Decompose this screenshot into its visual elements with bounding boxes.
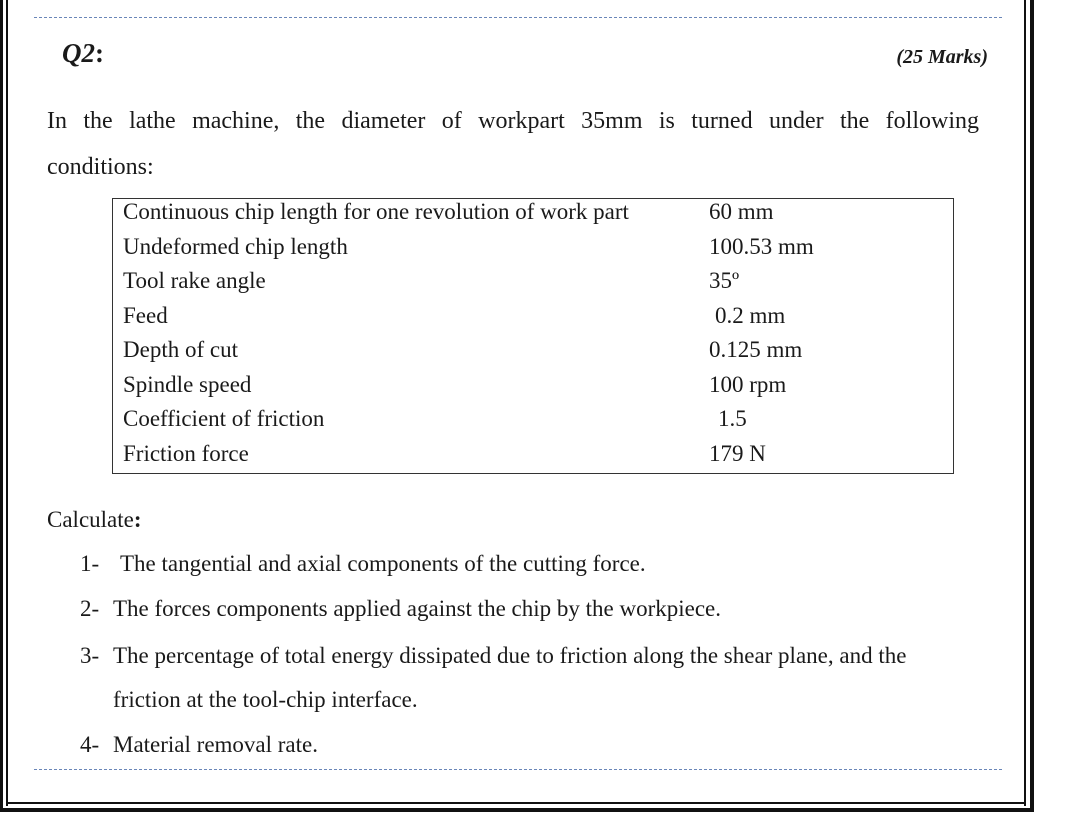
condition-label: Coefficient of friction [123, 406, 325, 431]
task-text: The forces components applied against the chip by the workpiece. [113, 596, 722, 621]
condition-value: 0.2 mm [715, 303, 786, 328]
question-marks: (25 Marks) [896, 46, 988, 68]
condition-value: 100.53 mm [709, 234, 814, 259]
table-row [113, 234, 953, 268]
task-number: 3- [80, 643, 100, 668]
section-divider-top [34, 17, 1002, 18]
frame-border [6, 0, 8, 806]
calculate-colon: : [133, 507, 142, 532]
question-title [62, 38, 104, 69]
frame-border [1024, 0, 1026, 806]
table-row [113, 268, 953, 302]
table-row [113, 406, 953, 440]
calculate-label: Calculate [47, 507, 134, 532]
condition-label: Feed [123, 303, 168, 328]
task-number: 2- [80, 596, 100, 621]
table-row [113, 372, 953, 406]
frame-border [0, 808, 1034, 812]
conditions-table [112, 198, 954, 474]
condition-label: Friction force [123, 441, 249, 466]
frame-border [1030, 0, 1034, 812]
task-text: friction at the tool-chip interface. [113, 687, 418, 712]
calculate-heading [47, 507, 142, 533]
condition-label: Depth of cut [123, 337, 238, 362]
condition-value: 100 rpm [709, 372, 787, 397]
condition-label: Continuous chip length for one revolution of work part [123, 199, 629, 224]
condition-value: 35º [709, 268, 740, 293]
condition-label: Spindle speed [123, 372, 252, 397]
question-number: Q2 [62, 38, 95, 68]
section-divider-bottom [34, 769, 1002, 770]
condition-label: Tool rake angle [123, 268, 266, 293]
condition-value: 60 mm [709, 199, 774, 224]
table-row [113, 199, 953, 233]
task-text: The tangential and axial components of the cutting force. [120, 551, 646, 576]
condition-value: 1.5 [718, 406, 747, 431]
condition-value: 179 N [709, 441, 766, 466]
intro-text-line-2: conditions: [47, 154, 154, 180]
table-row [113, 337, 953, 371]
condition-label: Undeformed chip length [123, 234, 348, 259]
table-row [113, 303, 953, 337]
task-text: Material removal rate. [113, 732, 318, 757]
task-number: 1- [80, 551, 100, 576]
frame-border [0, 0, 3, 812]
table-row [113, 441, 953, 475]
intro-text-line-1: In the lathe machine, the diameter of workpart 35mm is turned under the following [47, 108, 979, 134]
question-colon: : [95, 38, 104, 68]
frame-border [6, 802, 1026, 804]
condition-value: 0.125 mm [709, 337, 803, 362]
task-number: 4- [80, 732, 100, 757]
task-text: The percentage of total energy dissipated due to friction along the shear plane, and the [113, 643, 907, 668]
